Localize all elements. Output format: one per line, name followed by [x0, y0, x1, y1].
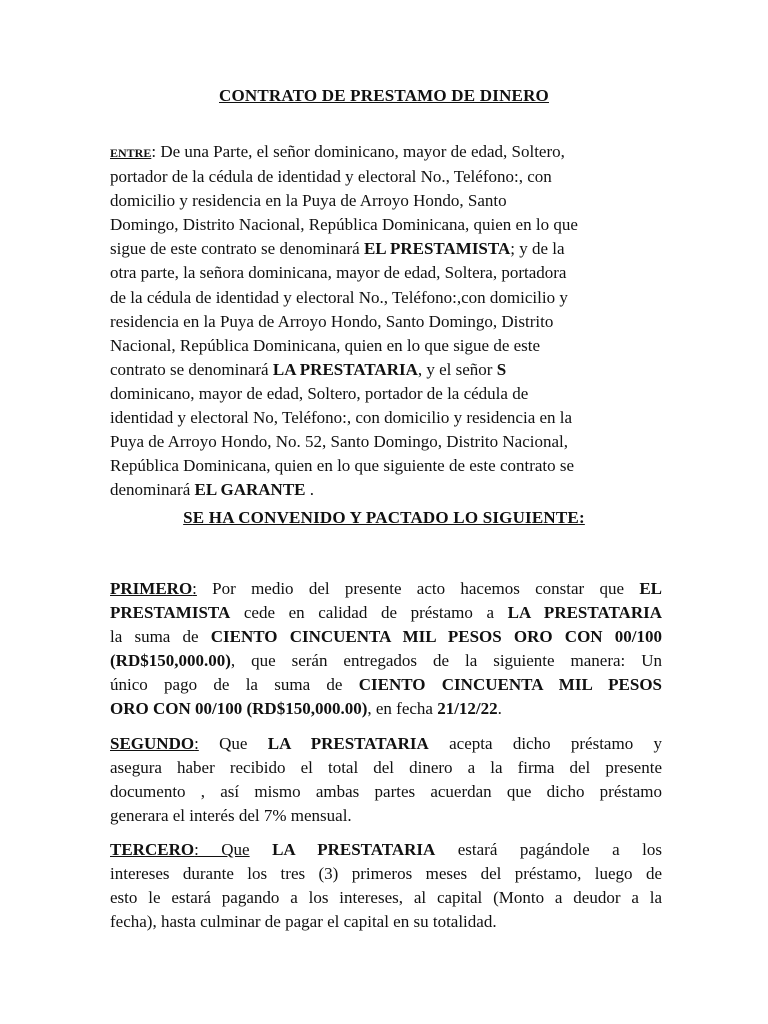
paragraph-line: intereses durante los tres (3) primeros meses del préstamo, luego de	[110, 864, 662, 884]
paragraph-line: (RD$150,000.00), que serán entregados de la siguiente manera: Un	[110, 651, 662, 671]
paragraph-line: fecha), hasta culminar de pagar el capital en su totalidad.	[110, 912, 497, 932]
paragraph-line: identidad y electoral No, Teléfono:, con domicilio y residencia en la	[110, 408, 573, 428]
paragraph-line: PRIMERO: Por medio del presente acto hacemos constar que EL	[110, 579, 662, 598]
paragraph-line: generara el interés del 7% mensual.	[110, 806, 352, 826]
document-title: CONTRATO DE PRESTAMO DE DINERO	[219, 86, 549, 105]
entre-label: ENTRE	[110, 146, 152, 160]
paragraph-line: Domingo, Distrito Nacional, República Dominicana, quien en lo que	[110, 215, 578, 235]
paragraph-line: dominicano, mayor de edad, Soltero, portador de la cédula de	[110, 383, 529, 403]
paragraph-line: ORO CON 00/100 (RD$150,000.00), en fecha 21/12/22.	[110, 699, 502, 719]
paragraph-line: esto le estará pagando a los intereses, al capital (Monto a deudor a la	[110, 888, 662, 908]
paragraph-line: Puya de Arroyo Hondo, No. 52, Santo Domingo, Distrito Nacional,	[110, 432, 569, 452]
paragraph-line: República Dominicana, quien en lo que siguiente de este contrato se	[110, 456, 575, 476]
clause-date: 21/12/22	[437, 699, 498, 719]
section-heading: SE HA CONVENIDO Y PACTADO LO SIGUIENTE:	[183, 508, 585, 527]
paragraph-line: PRESTAMISTA cede en calidad de préstamo a LA PRESTATARIA	[110, 603, 663, 623]
paragraph-line: SEGUNDO: Que LA PRESTATARIA acepta dicho préstamo y	[110, 734, 663, 753]
party-prestataria: LA PRESTATARIA	[272, 359, 418, 379]
parties-paragraph	[110, 140, 662, 502]
clause-primero	[110, 577, 662, 722]
paragraph-line: contrato se denominará LA PRESTATARIA, y el señor S	[110, 359, 507, 379]
clause-segundo	[110, 732, 662, 828]
paragraph-line: sigue de este contrato se denominará EL PRESTAMISTA; y de la	[110, 239, 565, 259]
paragraph-line: asegura haber recibido el total del dinero a la firma del presente	[110, 758, 662, 778]
paragraph-line: denominará EL GARANTE .	[110, 480, 314, 500]
paragraph-line: domicilio y residencia en la Puya de Arroyo Hondo, Santo	[110, 191, 507, 211]
paragraph-line: la suma de CIENTO CINCUENTA MIL PESOS ORO CON 00/100	[110, 627, 662, 647]
paragraph-line: ENTRE: De una Parte, el señor dominicano, mayor de edad, Soltero,	[110, 142, 565, 161]
paragraph-line: de la cédula de identidad y electoral No., Teléfono:,con domicilio y	[110, 287, 568, 307]
paragraph-line: Nacional, República Dominicana, quien en lo que sigue de este	[110, 335, 541, 355]
clause-tercero	[110, 838, 662, 934]
paragraph-line: residencia en la Puya de Arroyo Hondo, Santo Domingo, Distrito	[110, 311, 554, 331]
party-garante: EL GARANTE	[194, 480, 306, 500]
clause-label: SEGUNDO	[110, 734, 195, 753]
clause-label: PRIMERO	[110, 579, 193, 598]
paragraph-line: documento , así mismo ambas partes acuerdan que dicho préstamo	[110, 782, 662, 802]
party-prestamista: EL PRESTAMISTA	[363, 239, 511, 259]
paragraph-line: único pago de la suma de CIENTO CINCUENTA MIL PESOS	[110, 675, 663, 695]
paragraph-line: TERCERO: Que LA PRESTATARIA estará pagándole a los	[110, 840, 663, 859]
paragraph-line: portador de la cédula de identidad y electoral No., Teléfono:, con	[110, 167, 552, 187]
paragraph-line: otra parte, la señora dominicana, mayor de edad, Soltera, portadora	[110, 263, 567, 283]
clause-label: TERCERO	[110, 840, 195, 859]
